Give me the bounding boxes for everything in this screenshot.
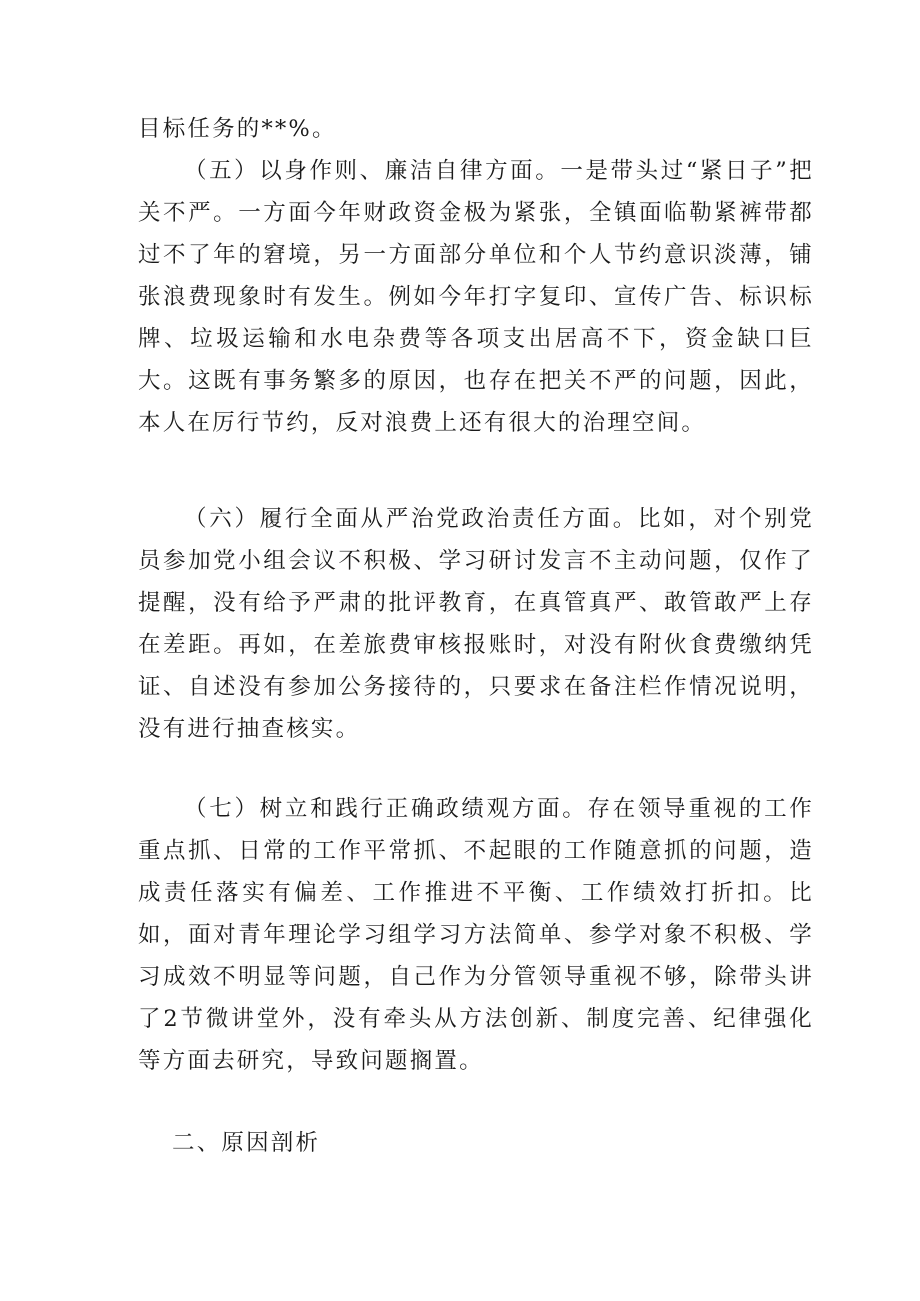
- paragraph-seven-performance-view: （七）树立和践行正确政绩观方面。存在领导重视的工作重点抓、日常的工作平常抓、不起眼的工作随意抓的问题，造成责任落实有偏差、工作推进不平衡、工作绩效打折扣。比如，面对青年理论学习组学习方法简单、参学对象不积极、学习成效不明显等问题，自己作为分管领导重视不够，除带头讲了2节微讲堂外，没有牵头从方法创新、制度完善、纪律强化等方面去研究，导致问题搁置。: [138, 796, 814, 1074]
- paragraph-five-integrity: （五）以身作则、廉洁自律方面。一是带头过“紧日子”把关不严。一方面今年财政资金极为紧张，全镇面临勒紧裤带都过不了年的窘境，另一方面部分单位和个人节约意识淡薄，铺张浪费现象时有发生。例如今年打字复印、宣传广告、标识标牌、垃圾运输和水电杂费等各项支出居高不下，资金缺口巨大。这既有事务繁多的原因，也存在把关不严的问题，因此，本人在厉行节约，反对浪费上还有很大的治理空间。: [138, 158, 814, 436]
- paragraph-six-party-discipline: （六）履行全面从严治党政治责任方面。比如，对个别党员参加党小组会议不积极、学习研讨发言不主动问题，仅作了提醒，没有给予严肃的批评教育，在真管真严、敢管敢严上存在差距。再如，在差旅费审核报账时，对没有附伙食费缴纳凭证、自述没有参加公务接待的，只要求在备注栏作情况说明，没有进行抽查核实。: [138, 506, 814, 742]
- paragraph-continuation: 目标任务的**%。: [138, 116, 337, 142]
- section-heading-cause-analysis: 二、原因剖析: [172, 1130, 321, 1156]
